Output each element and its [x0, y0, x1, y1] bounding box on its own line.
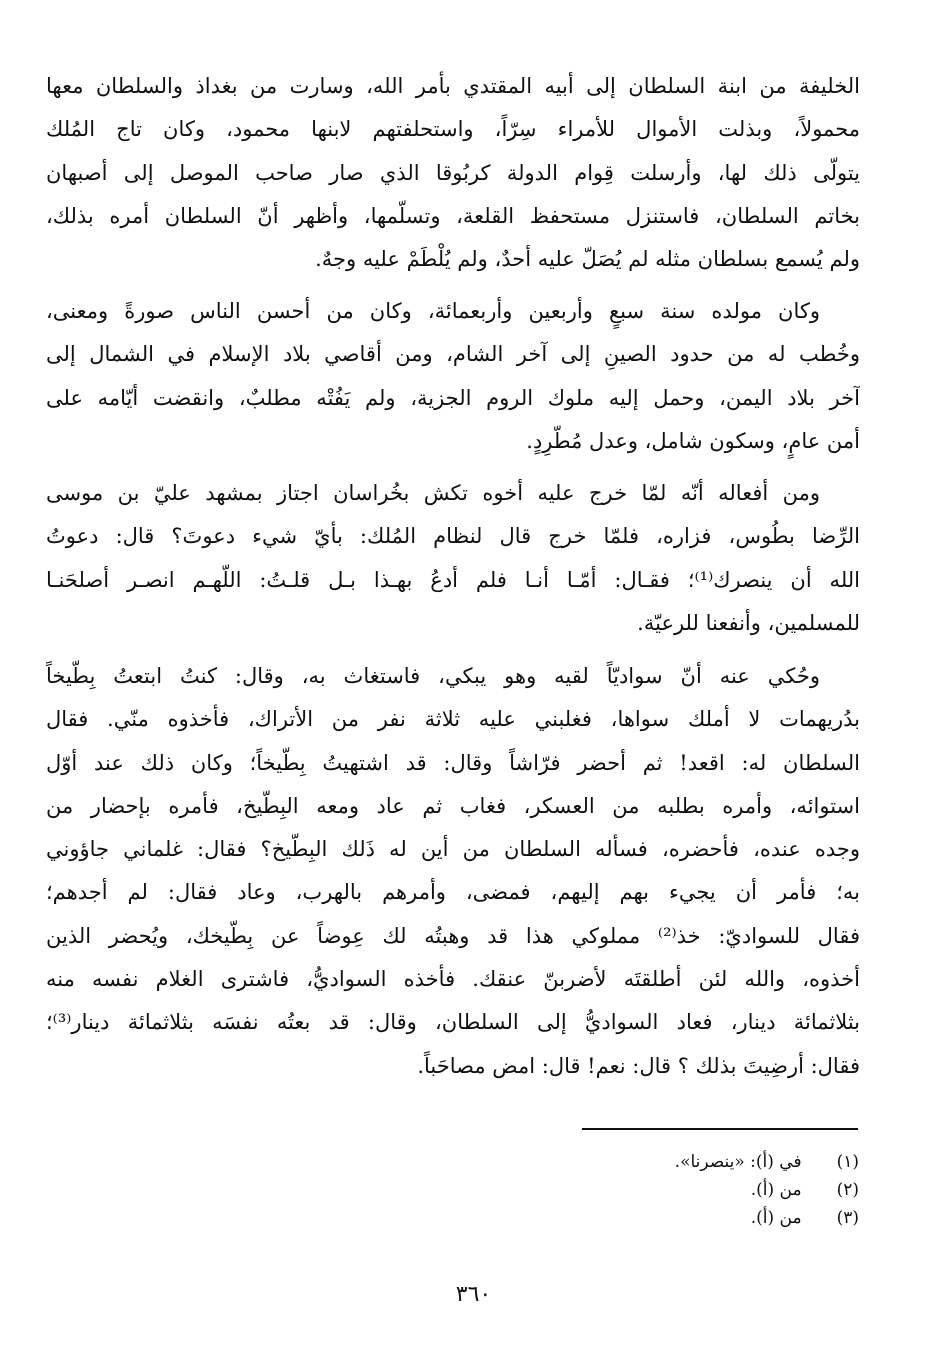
text-line: آخر بلاد اليمن، وحمل إليه ملوك الروم الجزية، ولم يَفُتْه مطلبٌ، وانقضت أيّامه على — [46, 385, 860, 410]
text-line: بدُريهمات لا أملك سواها، فغلبني عليه ثلاثة نفر من الأتراك، فأخذوه منّي. فقال — [46, 707, 860, 732]
text-line: وحُكي عنه أنّ سواديّاً لقيه وهو يبكي، فاستغاث به، وقال: كنتُ ابتعتُ بِطّيخاً — [46, 664, 820, 688]
paragraph-1 — [46, 65, 860, 281]
text-line: للمسلمين، وأنفعنا للرعيّة. — [637, 610, 860, 635]
paragraph-4 — [46, 655, 860, 1088]
footnote-1 — [675, 1148, 859, 1176]
text-line: الخليفة من ابنة السلطان إلى أبيه المقتدي بأمر الله، وسارت من بغداذ والسلطان معها — [46, 74, 860, 98]
text-line: وجده عنده، فأحضره، فسأله السلطان من أين له ذَلك البِطّيخ؟ فقال: غلماني جاؤوني — [46, 837, 860, 862]
footnote-2 — [675, 1176, 859, 1204]
text-line: به؛ فأمر أن يجيء بهم إليهم، فمضى، وأمرهم بالهرب، وعاد فقال: لم أجدهم؛ — [46, 880, 860, 905]
footnote-number: (٢) — [836, 1180, 859, 1200]
text-line: ولم يُسمع بسلطان مثله لم يُصَلّ عليه أحدٌ، ولم يُلْطَمْ عليه وجهٌ. — [315, 247, 860, 272]
footnote-text: من (أ). — [750, 1180, 802, 1200]
footnote-3 — [675, 1204, 859, 1232]
text-line: محمولاً، وبذلت الأموال للأمراء سِرّاً، واستحلفتهم لابنها محمود، وكان تاج المُلك — [46, 117, 860, 142]
paragraph-3 — [46, 472, 860, 645]
text-line: ومن أفعاله أنّه لمّا خرج عليه أخوه تكش بخُراسان اجتاز بمشهد عليّ بن موسى — [46, 481, 820, 505]
page-number: ٣٦٠ — [455, 1282, 492, 1307]
text-line: بثلاثمائة دينار، فعاد السواديُّ إلى السلطان، وقال: قد بعتُه نفسَه بثلاثمائة دينار⁽³⁾؛ — [46, 1010, 860, 1035]
paragraph-2 — [46, 290, 860, 463]
text-line: الرِّضا بطُوس، فزاره، فلمّا خرج قال لنظام المُلك: بأيّ شيء دعوتَ؟ قال: دعوتُ — [46, 524, 860, 549]
footnote-number: (٣) — [836, 1208, 859, 1228]
text-line: وخُطب له من حدود الصينِ إلى آخر الشام، ومن أقاصي بلاد الإسلام في الشمال إلى — [46, 342, 860, 367]
text-line: فقال للسواديّ: خذ⁽²⁾ مملوكي هذا قد وهبتُه لك عِوضاً عن بِطّيخك، ويُحضر الذين — [46, 923, 860, 948]
text-line: يتولّى ذلك لها، وأرسلت قِوام الدولة كربُوقا الذي صار صاحب الموصل إلى أصبهان — [46, 160, 860, 185]
text-line: الله أن ينصرك⁽¹⁾؛ فقـال: أمّـا أنـا فلم أدعُ بهـذا بـل قلـتُ: اللّهـم انصـر أصلحَنـا — [46, 567, 860, 592]
footnote-text: في (أ): «ينصرنا». — [674, 1152, 802, 1172]
text-line: السلطان له: اقعد! ثم أحضر فرّاشاً وقال: قد اشتهيتُ بِطّيخاً؛ وكان ذلك عند أوّل — [46, 750, 860, 775]
footnote-number: (١) — [836, 1152, 859, 1172]
text-line: بخاتم السلطان، فاستنزل مستحفظ القلعة، وتسلّمها، وأظهر أنّ السلطان أمره بذلك، — [46, 203, 860, 228]
text-line: وكان مولده سنة سبعٍ وأربعين وأربعمائة، وكان من أحسن الناس صورةً ومعنى، — [46, 299, 820, 323]
footnote-divider — [582, 1128, 858, 1130]
footnote-text: من (أ). — [750, 1208, 802, 1228]
footnotes — [675, 1148, 859, 1232]
text-line: استوائه، وأمره بطلبه من العسكر، فغاب ثم عاد ومعه البِطّيخ، فأمره بإحضار من — [46, 793, 860, 818]
text-line: فقال: أرضِيتَ بذلك ؟ قال: نعم! قال: امض مصاحَباً. — [417, 1053, 860, 1078]
text-line: أمن عامٍ، وسكون شامل، وعدل مُطّرِدٍ. — [526, 428, 860, 453]
text-line: أخذوه، والله لئن أطلقتَه لأضربنّ عنقك. فأخذه السواديُّ، فاشترى الغلام نفسه منه — [46, 967, 860, 992]
